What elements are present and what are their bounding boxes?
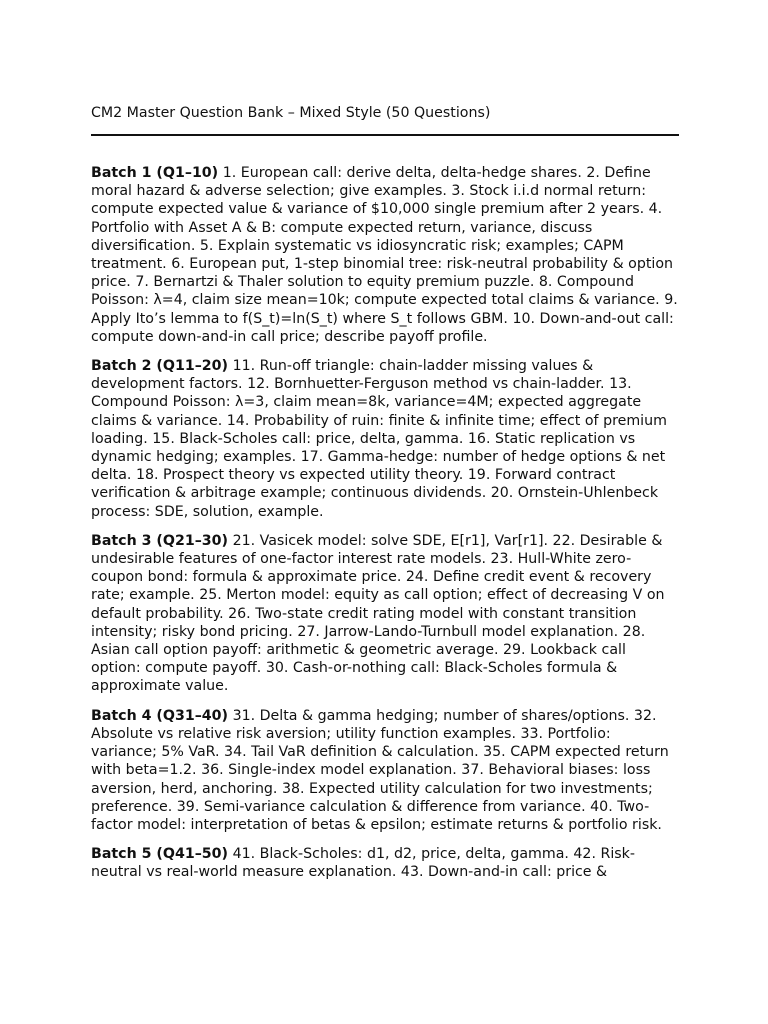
- batch-2-text: 11. Run-off triangle: chain-ladder missing values & development factors. 12. Bornhuetter-Ferguson method vs chain-ladder. 13. Compound Poisson: λ=3, claim mean=8k, variance=4M; expected aggregate claims & variance. 14. Probability of ruin: finite & infinite time; effect of premium loading. 15. Black-Scholes call: price, delta, gamma. 16. Static replication vs dynamic hedging; examples. 17. Gamma-hedge: number of hedge options & net delta. 18. Prospect theory vs expected utility theory. 19. Forward contract verification & arbitrage example; continuous dividends. 20. Ornstein-Uhlenbeck process: SDE, solution, example.: [91, 358, 667, 520]
- title-divider: [91, 134, 679, 136]
- batch-5-text: 41. Black-Scholes: d1, d2, price, delta, gamma. 42. Risk-neutral vs real-world measure explanation. 43. Down-and-in call: price &: [91, 846, 636, 881]
- batch-5-heading: Batch 5 (Q41–50): [91, 846, 229, 863]
- batch-1-heading: Batch 1 (Q1–10): [91, 165, 219, 181]
- batch-5-paragraph: [91, 845, 679, 881]
- document-title: CM2 Master Question Bank – Mixed Style (50 Questions): [91, 105, 491, 121]
- batch-1-paragraph: [91, 164, 679, 346]
- batch-list: [91, 164, 679, 882]
- batch-1-text: 1. European call: derive delta, delta-hedge shares. 2. Define moral hazard & adverse selection; give examples. 3. Stock i.i.d normal return: compute expected value & variance of $10,000 single premium after 2 years. 4. Portfolio with Asset A & B: compute expected return, variance, discuss diversification. 5. Explain systematic vs idiosyncratic risk; examples; CAPM treatment. 6. European put, 1-step binomial tree: risk-neutral probability & option price. 7. Bernartzi & Thaler solution to equity premium puzzle. 8. Compound Poisson: λ=4, claim size mean=10k; compute expected total claims & variance. 9. Apply Ito’s lemma to f(S_t)=ln(S_t) where S_t follows GBM. 10. Down-and-out call: compute down-and-in call price; describe payoff profile.: [91, 165, 678, 345]
- batch-3-text: 21. Vasicek model: solve SDE, E[r1], Var[r1]. 22. Desirable & undesirable features of one-factor interest rate models. 23. Hull-White zero-coupon bond: formula & approximate price. 24. Define credit event & recovery rate; example. 25. Merton model: equity as call option; effect of decreasing V on default probability. 26. Two-state credit rating model with constant transition intensity; risky bond pricing. 27. Jarrow-Lando-Turnbull model explanation. 28. Asian call option payoff: arithmetic & geometric average. 29. Lookback call option: compute payoff. 30. Cash-or-nothing call: Black-Scholes formula & approximate value.: [91, 532, 665, 695]
- batch-2-paragraph: [91, 357, 679, 521]
- batch-3-heading: Batch 3 (Q21–30): [91, 532, 229, 549]
- batch-4-paragraph: [91, 707, 679, 834]
- batch-4-text: 31. Delta & gamma hedging; number of shares/options. 32. Absolute vs relative risk aversion; utility function examples. 33. Portfolio: variance; 5% VaR. 34. Tail VaR definition & calculation. 35. CAPM expected return with beta=1.2. 36. Single-index model explanation. 37. Behavioral biases: loss aversion, herd, anchoring. 38. Expected utility calculation for two investments; preference. 39. Semi-variance calculation & difference from variance. 40. Two-factor model: interpretation of betas & epsilon; estimate returns & portfolio risk.: [91, 707, 669, 833]
- batch-3-paragraph: [91, 532, 679, 696]
- batch-2-heading: Batch 2 (Q11–20): [91, 358, 229, 375]
- document-page: [91, 103, 679, 893]
- batch-4-heading: Batch 4 (Q31–40): [91, 707, 229, 724]
